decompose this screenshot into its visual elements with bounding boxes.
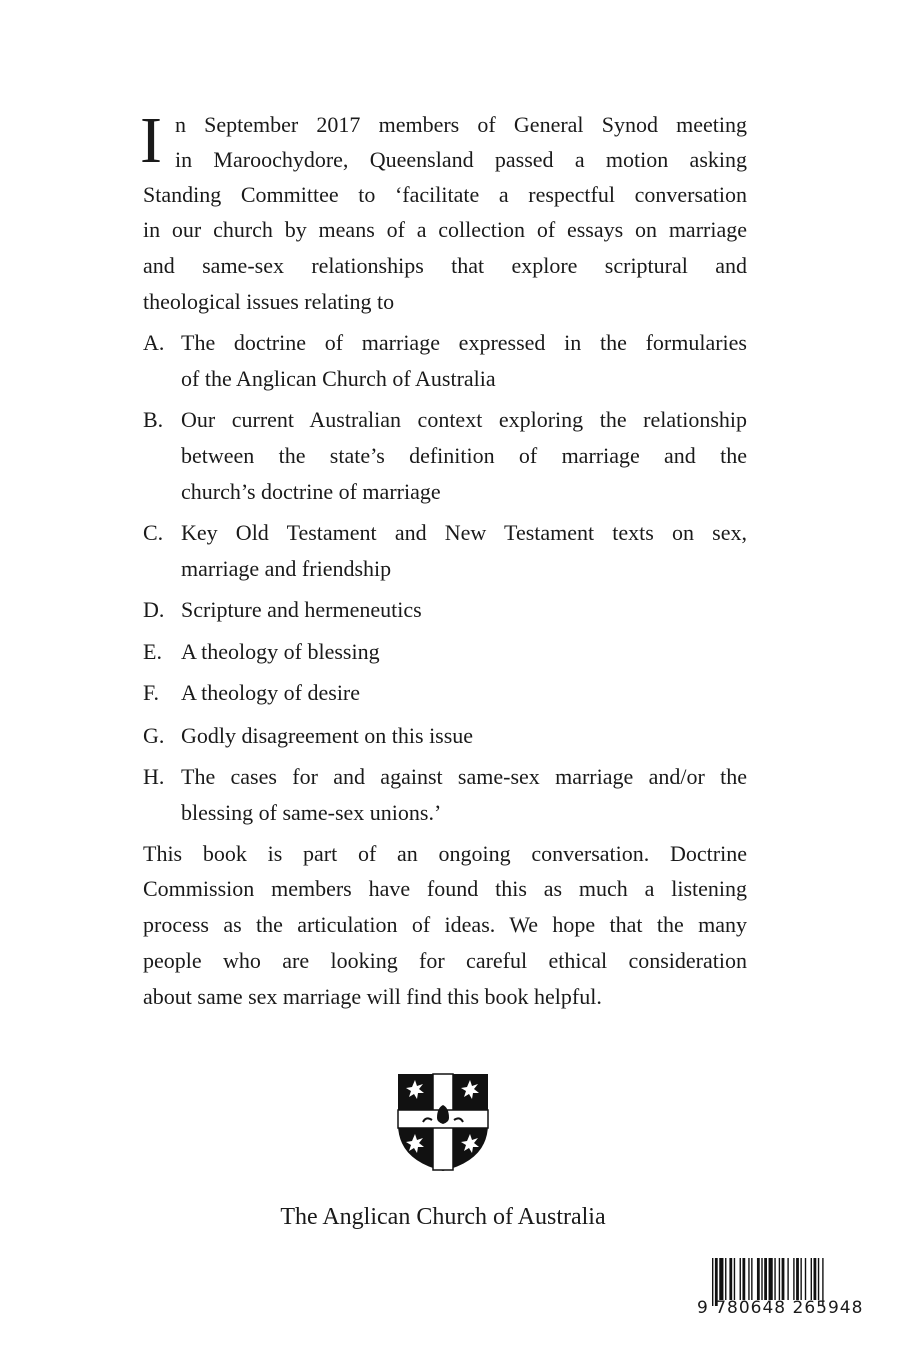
list-item-text: The doctrine of marriage expressed in the formularies xyxy=(181,330,747,355)
list-item-label: H. xyxy=(143,764,165,789)
closing-line: process as the articulation of ideas. We hope that the many xyxy=(143,912,747,937)
barcode-bar xyxy=(774,1258,775,1300)
anglican-shield-logo xyxy=(396,1072,490,1172)
barcode-bar xyxy=(779,1258,780,1300)
list-item-text: Scripture and hermeneutics xyxy=(181,597,422,622)
barcode-bar xyxy=(818,1258,819,1300)
list-item-text: of the Anglican Church of Australia xyxy=(181,366,496,391)
closing-line: people who are looking for careful ethical consideration xyxy=(143,948,747,973)
barcode-bar xyxy=(725,1258,726,1300)
list-item-text: A theology of desire xyxy=(181,680,361,705)
closing-line: about same sex marriage will find this book helpful. xyxy=(143,984,602,1009)
list-item-text: church’s doctrine of marriage xyxy=(181,479,441,504)
list-item-text: Our current Australian context exploring the relationship xyxy=(181,407,747,432)
barcode-bar xyxy=(719,1258,723,1300)
closing-line: Commission members have found this as much a listening xyxy=(143,876,747,901)
barcode-bar xyxy=(769,1258,773,1300)
barcode-bar xyxy=(805,1258,806,1300)
intro-line: and same-sex relationships that explore scriptural and xyxy=(143,253,747,278)
list-item-label: G. xyxy=(143,723,165,748)
barcode-bar xyxy=(748,1258,749,1300)
list-item-label: D. xyxy=(143,597,165,622)
closing-line: This book is part of an ongoing conversation. Doctrine xyxy=(143,841,747,866)
list-item-label: C. xyxy=(143,520,164,545)
barcode-bar xyxy=(787,1258,788,1300)
list-item-label: B. xyxy=(143,407,164,432)
intro-line: theological issues relating to xyxy=(143,289,395,314)
intro-line: in Maroochydore, Queensland passed a motion asking xyxy=(175,147,747,172)
barcode-bar xyxy=(796,1258,799,1300)
intro-line: in our church by means of a collection of essays on marriage xyxy=(143,217,747,242)
barcode-bar xyxy=(814,1258,817,1300)
barcode-bar xyxy=(734,1258,735,1300)
list-item-label: E. xyxy=(143,639,162,664)
drop-cap: I xyxy=(140,104,162,177)
barcode-bar xyxy=(761,1258,762,1300)
list-item-text: blessing of same-sex unions.’ xyxy=(181,800,442,825)
intro-line: n September 2017 members of General Synod meeting xyxy=(175,112,747,137)
barcode-bar xyxy=(800,1258,801,1300)
list-item-text: A theology of blessing xyxy=(181,639,380,664)
list-item-text: marriage and friendship xyxy=(181,556,392,581)
barcode-bar xyxy=(793,1258,794,1300)
barcode-bar xyxy=(740,1258,741,1300)
barcode-bar xyxy=(751,1258,752,1300)
publisher-name: The Anglican Church of Australia xyxy=(280,1204,606,1230)
barcode-bar xyxy=(729,1258,732,1300)
list-item-text: Key Old Testament and New Testament texts on sex, xyxy=(181,520,747,545)
barcode-bar xyxy=(782,1258,785,1300)
intro-line: Standing Committee to ‘facilitate a respectful conversation xyxy=(143,182,747,207)
isbn-number: 9 780648 265948 xyxy=(697,1298,864,1318)
list-item-label: A. xyxy=(143,330,165,355)
barcode-bar xyxy=(742,1258,745,1300)
list-item-text: between the state’s definition of marriage and the xyxy=(181,443,747,468)
barcode-bar xyxy=(764,1258,767,1300)
barcode-bar xyxy=(757,1258,760,1300)
list-item-label: F. xyxy=(143,680,159,705)
list-item-text: The cases for and against same-sex marriage and/or the xyxy=(181,764,747,789)
list-item-text: Godly disagreement on this issue xyxy=(181,723,474,748)
barcode-bar xyxy=(811,1258,812,1300)
